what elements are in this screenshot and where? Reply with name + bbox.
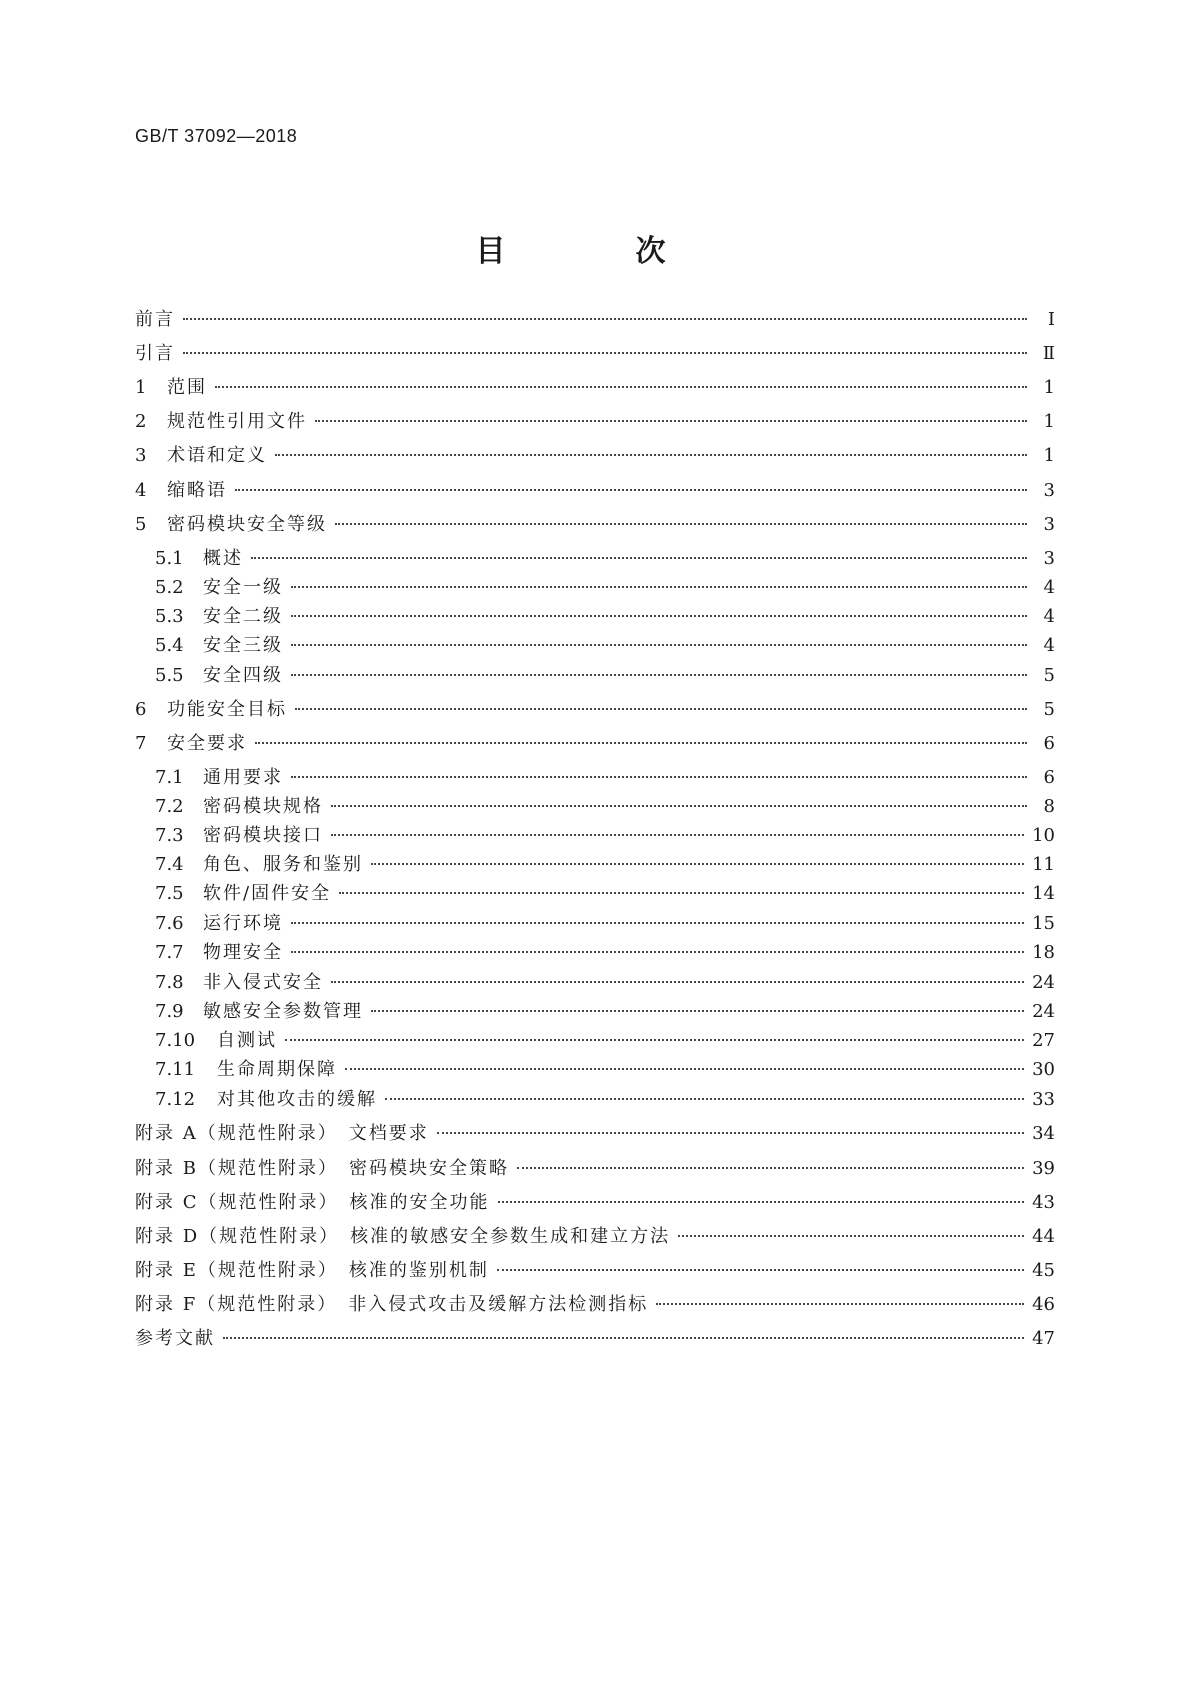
toc-entry-label: 规范性引用文件 — [167, 411, 307, 432]
toc-entry-label: 安全二级 — [203, 606, 283, 627]
toc-entry-page: 30 — [1032, 1059, 1055, 1080]
toc-entry-number: 7.2 — [155, 796, 184, 817]
dot-leader — [223, 1337, 1024, 1339]
toc-entry-page: 14 — [1032, 883, 1055, 904]
dot-leader — [291, 776, 1027, 778]
toc-entry-page: 47 — [1032, 1328, 1055, 1349]
toc-entry[interactable] — [135, 941, 1055, 965]
toc-entry[interactable] — [135, 1122, 1055, 1146]
dot-leader — [371, 863, 1024, 865]
toc-entry-label: 密码模块规格 — [203, 796, 323, 817]
toc-entry-label: 功能安全目标 — [167, 699, 287, 720]
toc-entry-label: 安全四级 — [203, 665, 283, 686]
dot-leader — [235, 489, 1027, 491]
toc-entry-page: 3 — [1043, 548, 1055, 569]
dot-leader — [295, 708, 1027, 710]
toc-entry[interactable] — [135, 376, 1055, 400]
toc-entry[interactable] — [135, 1327, 1055, 1351]
toc-entry[interactable] — [135, 732, 1055, 756]
toc-entry-page: 45 — [1032, 1260, 1055, 1281]
toc-entry-label: 前言 — [135, 309, 175, 330]
toc-entry[interactable] — [135, 410, 1055, 434]
toc-entry[interactable] — [135, 444, 1055, 468]
toc-entry-page: 27 — [1032, 1030, 1055, 1051]
dot-leader — [517, 1167, 1024, 1169]
dot-leader — [331, 805, 1027, 807]
toc-entry[interactable] — [135, 576, 1055, 600]
toc-entry[interactable] — [135, 634, 1055, 658]
toc-entry-page: Ⅱ — [1042, 343, 1055, 364]
toc-entry[interactable] — [135, 1259, 1055, 1283]
toc-entry-number: 2 — [135, 411, 147, 432]
dot-leader — [251, 557, 1027, 559]
toc-entry-label: 附录 E（规范性附录） 核准的鉴别机制 — [135, 1260, 489, 1281]
toc-entry[interactable] — [135, 605, 1055, 629]
toc-entry-number: 5.3 — [155, 606, 184, 627]
toc-entry-number: 7.3 — [155, 825, 184, 846]
toc-entry-page: 1 — [1043, 445, 1055, 466]
dot-leader — [285, 1039, 1024, 1041]
dot-leader — [437, 1132, 1024, 1134]
dot-leader — [275, 454, 1027, 456]
dot-leader — [371, 1010, 1024, 1012]
toc-entry-label: 密码模块接口 — [203, 825, 323, 846]
toc-entry-page: 5 — [1043, 665, 1055, 686]
toc-entry-number: 7.6 — [155, 913, 184, 934]
toc-entry[interactable] — [135, 479, 1055, 503]
toc-entry[interactable] — [135, 1088, 1055, 1112]
toc-entry[interactable] — [135, 824, 1055, 848]
toc-entry-number: 5 — [135, 514, 147, 535]
toc-entry[interactable] — [135, 1191, 1055, 1215]
dot-leader — [291, 644, 1027, 646]
dot-leader — [215, 386, 1027, 388]
toc-entry-label: 对其他攻击的缓解 — [217, 1089, 377, 1110]
toc-entry-number: 7.7 — [155, 942, 184, 963]
toc-entry[interactable] — [135, 853, 1055, 877]
toc-entry-label: 自测试 — [217, 1030, 277, 1051]
toc-entry-label: 范围 — [167, 377, 207, 398]
dot-leader — [255, 742, 1027, 744]
dot-leader — [331, 834, 1024, 836]
toc-entry-number: 7 — [135, 733, 147, 754]
toc-entry-number: 5.4 — [155, 635, 184, 656]
toc-entry-number: 7.8 — [155, 972, 184, 993]
toc-entry[interactable] — [135, 1000, 1055, 1024]
toc-entry-number: 7.5 — [155, 883, 184, 904]
toc-entry-number: 7.12 — [155, 1089, 196, 1110]
toc-entry-label: 附录 F（规范性附录） 非入侵式攻击及缓解方法检测指标 — [135, 1294, 649, 1315]
toc-entry-number: 7.4 — [155, 854, 184, 875]
toc-entry[interactable] — [135, 971, 1055, 995]
toc-entry-page: 6 — [1043, 767, 1055, 788]
toc-entry-page: 3 — [1043, 480, 1055, 501]
toc-entry[interactable] — [135, 698, 1055, 722]
toc-entry-label: 非入侵式安全 — [203, 972, 323, 993]
toc-entry-number: 5.5 — [155, 665, 184, 686]
toc-entry-page: 3 — [1043, 514, 1055, 535]
toc-entry-number: 6 — [135, 699, 147, 720]
toc-entry-label: 物理安全 — [203, 942, 283, 963]
toc-entry[interactable] — [135, 308, 1055, 332]
dot-leader — [183, 352, 1027, 354]
toc-entry-label: 引言 — [135, 343, 175, 364]
toc-entry-page: 18 — [1032, 942, 1055, 963]
dot-leader — [291, 951, 1024, 953]
toc-entry-page: 5 — [1043, 699, 1055, 720]
toc-entry-page: 24 — [1032, 972, 1055, 993]
toc-entry[interactable] — [135, 1029, 1055, 1053]
toc-entry-number: 5.2 — [155, 577, 184, 598]
toc-entry-number: 3 — [135, 445, 147, 466]
toc-entry-page: Ⅰ — [1047, 309, 1055, 330]
toc-entry-label: 密码模块安全等级 — [167, 514, 327, 535]
toc-entry-label: 参考文献 — [135, 1328, 215, 1349]
dot-leader — [339, 892, 1024, 894]
toc-entry-label: 安全三级 — [203, 635, 283, 656]
toc-entry[interactable] — [135, 912, 1055, 936]
page-title: 目 次 — [475, 234, 716, 269]
dot-leader — [345, 1068, 1024, 1070]
dot-leader — [678, 1235, 1024, 1237]
toc-entry-number: 5.1 — [155, 548, 184, 569]
dot-leader — [315, 420, 1027, 422]
toc-entry[interactable] — [135, 1225, 1055, 1249]
toc-entry-page: 46 — [1032, 1294, 1055, 1315]
toc-entry-label: 通用要求 — [203, 767, 283, 788]
toc-entry-page: 43 — [1032, 1192, 1055, 1213]
toc-entry-label: 敏感安全参数管理 — [203, 1001, 363, 1022]
standard-code: GB/T 37092—2018 — [135, 126, 298, 146]
toc-entry-page: 33 — [1032, 1089, 1055, 1110]
toc-entry-label: 缩略语 — [167, 480, 227, 501]
toc-entry[interactable] — [135, 1058, 1055, 1082]
toc-entry-page: 1 — [1043, 377, 1055, 398]
toc-entry-number: 7.11 — [155, 1059, 196, 1080]
toc-entry-label: 附录 B（规范性附录） 密码模块安全策略 — [135, 1158, 509, 1179]
toc-entry-number: 7.10 — [155, 1030, 196, 1051]
toc-entry[interactable] — [135, 547, 1055, 571]
toc-entry[interactable] — [135, 882, 1055, 906]
dot-leader — [331, 981, 1024, 983]
toc-entry-page: 10 — [1032, 825, 1055, 846]
dot-leader — [335, 523, 1027, 525]
toc-entry-page: 24 — [1032, 1001, 1055, 1022]
toc-entry-page: 8 — [1043, 796, 1055, 817]
toc-entry-page: 6 — [1043, 733, 1055, 754]
toc-entry[interactable] — [135, 664, 1055, 688]
dot-leader — [183, 318, 1027, 320]
dot-leader — [291, 586, 1027, 588]
toc-entry-label: 生命周期保障 — [217, 1059, 337, 1080]
toc-entry-page: 1 — [1043, 411, 1055, 432]
dot-leader — [385, 1098, 1024, 1100]
toc-entry-label: 术语和定义 — [167, 445, 267, 466]
toc-entry-label: 角色、服务和鉴别 — [203, 854, 363, 875]
dot-leader — [497, 1269, 1024, 1271]
toc-entry-page: 4 — [1043, 635, 1055, 656]
toc-entry-page: 34 — [1032, 1123, 1055, 1144]
toc-entry-label: 附录 C（规范性附录） 核准的安全功能 — [135, 1192, 490, 1213]
toc-entry-label: 附录 A（规范性附录） 文档要求 — [135, 1123, 429, 1144]
toc-entry-page: 15 — [1032, 913, 1055, 934]
toc-entry-number: 7.9 — [155, 1001, 184, 1022]
toc-entry-number: 1 — [135, 377, 147, 398]
toc-entry-label: 安全要求 — [167, 733, 247, 754]
dot-leader — [291, 615, 1027, 617]
toc-entry-label: 安全一级 — [203, 577, 283, 598]
toc-entry[interactable] — [135, 1293, 1055, 1317]
toc-entry-page: 11 — [1032, 854, 1055, 875]
toc-entry[interactable] — [135, 795, 1055, 819]
dot-leader — [498, 1201, 1025, 1203]
toc-entry-page: 44 — [1032, 1226, 1055, 1247]
toc-entry-page: 4 — [1043, 577, 1055, 598]
toc-entry-number: 4 — [135, 480, 147, 501]
toc-entry[interactable] — [135, 342, 1055, 366]
toc-entry[interactable] — [135, 513, 1055, 537]
toc-entry-number: 7.1 — [155, 767, 184, 788]
dot-leader — [656, 1303, 1024, 1305]
toc-entry-label: 附录 D（规范性附录） 核准的敏感安全参数生成和建立方法 — [135, 1226, 671, 1247]
toc-entry-label: 概述 — [203, 548, 243, 569]
toc-entry-page: 4 — [1043, 606, 1055, 627]
toc-entry-label: 运行环境 — [203, 913, 283, 934]
toc-entry-label: 软件/固件安全 — [203, 883, 332, 904]
dot-leader — [291, 922, 1024, 924]
toc-entry[interactable] — [135, 1157, 1055, 1181]
dot-leader — [291, 674, 1027, 676]
toc-entry-page: 39 — [1032, 1158, 1055, 1179]
toc-entry[interactable] — [135, 766, 1055, 790]
